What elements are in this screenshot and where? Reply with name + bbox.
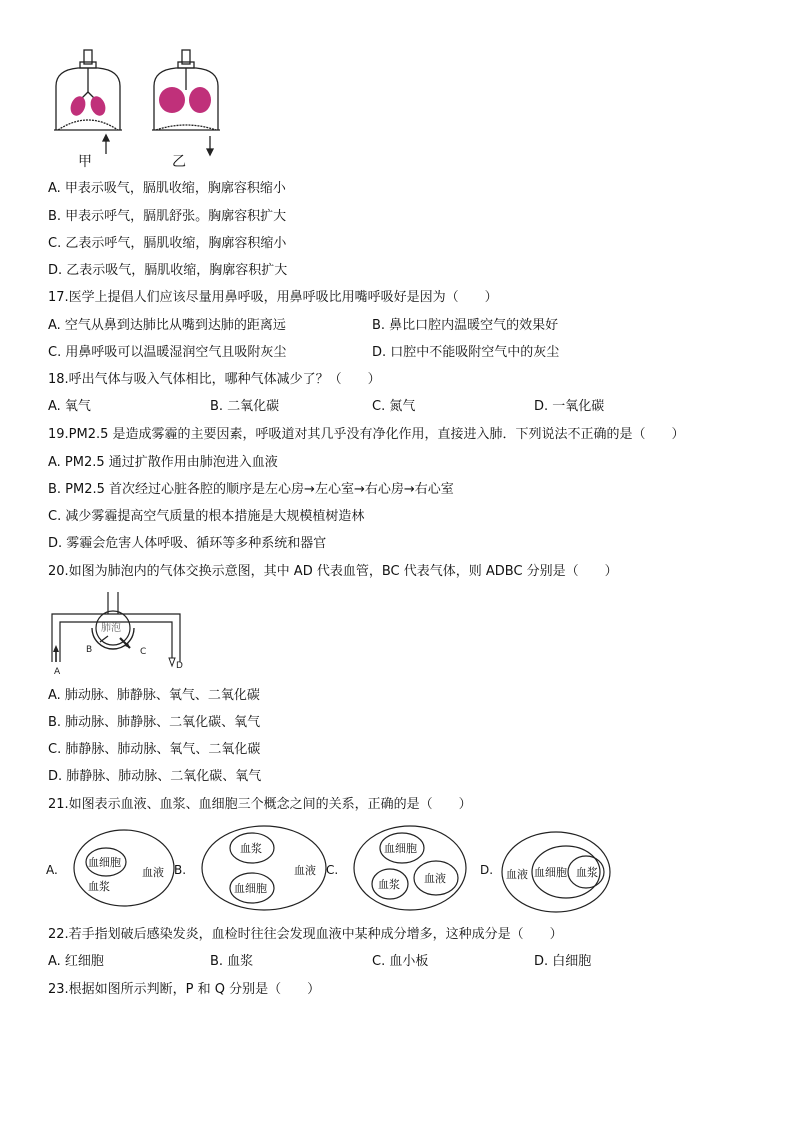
arrow-d-icon — [169, 650, 175, 666]
q22-option-d[interactable]: D. 白细胞 — [534, 954, 592, 969]
label-yi: 乙 — [172, 154, 186, 170]
q20-stem: 20.如图为肺泡内的气体交换示意图，其中 AD 代表血管，BC 代表气体，则 ADBC 分别是（ ） — [48, 564, 618, 579]
q20-option-a[interactable]: A. 肺动脉、肺静脉、氧气、二氧化碳 — [48, 688, 260, 703]
q19-option-a[interactable]: A. PM2.5 通过扩散作用由肺泡进入血液 — [48, 455, 278, 470]
q22-stem: 22.若手指划破后感染发炎，血检时往往会发现血液中某种成分增多，这种成分是（ ） — [48, 927, 563, 942]
q22-option-c[interactable]: C. 血小板 — [372, 954, 429, 969]
alveolus-figure — [48, 590, 198, 680]
arrow-up-icon — [103, 135, 109, 154]
q20-option-d[interactable]: D. 肺静脉、肺动脉、二氧化碳、氧气 — [48, 769, 262, 784]
q22-option-b[interactable]: B. 血浆 — [210, 954, 254, 969]
venn-b-letter[interactable]: B. — [174, 863, 187, 877]
q18-option-c[interactable]: C. 氮气 — [372, 399, 416, 414]
q20-option-c[interactable]: C. 肺静脉、肺动脉、氧气、二氧化碳 — [48, 742, 261, 757]
q17-stem: 17.医学上提倡人们应该尽量用鼻呼吸，用鼻呼吸比用嘴呼吸好是因为（ ） — [48, 290, 498, 305]
q18-option-a[interactable]: A. 氧气 — [48, 399, 91, 414]
lung-right-yi — [189, 87, 211, 113]
venn-c-plasma: 血浆 — [378, 878, 400, 891]
venn-d-cells: 血细胞 — [534, 866, 567, 879]
label-A: A — [54, 667, 61, 677]
lung-left-jia — [68, 94, 88, 118]
label-D: D — [176, 661, 183, 671]
venn-a-plasma: 血浆 — [88, 880, 110, 893]
venn-d-plasma: 血浆 — [576, 866, 598, 879]
venn-b-plasma: 血浆 — [240, 842, 262, 855]
q17-option-c[interactable]: C. 用鼻呼吸可以温暖湿润空气且吸附灰尘 — [48, 345, 287, 360]
q16-option-c[interactable]: C. 乙表示呼气，膈肌收缩，胸廓容积缩小 — [48, 236, 287, 251]
q18-stem: 18.呼出气体与吸入气体相比，哪种气体减少了？（ ） — [48, 372, 381, 387]
q16-option-d[interactable]: D. 乙表示吸气，膈肌收缩，胸廓容积扩大 — [48, 263, 288, 278]
bell-jar-figure — [48, 44, 228, 174]
label-C: C — [140, 647, 147, 657]
venn-b-blood: 血液 — [294, 864, 316, 877]
lung-left-yi — [159, 87, 185, 113]
venn-c-blood: 血液 — [424, 872, 446, 885]
q19-option-c[interactable]: C. 减少雾霾提高空气质量的根本措施是大规模植树造林 — [48, 509, 365, 524]
q16-option-a[interactable]: A. 甲表示吸气，膈肌收缩，胸廓容积缩小 — [48, 181, 286, 196]
venn-a-blood: 血液 — [142, 866, 164, 879]
bell-jar-yi — [152, 50, 220, 130]
q17-option-b[interactable]: B. 鼻比口腔内温暖空气的效果好 — [372, 318, 559, 333]
bell-jar-jia — [54, 50, 122, 130]
q19-option-d[interactable]: D. 雾霾会危害人体呼吸、循环等多种系统和器官 — [48, 536, 327, 551]
q22-option-a[interactable]: A. 红细胞 — [48, 954, 104, 969]
q18-option-d[interactable]: D. 一氧化碳 — [534, 399, 605, 414]
arrow-a-icon — [53, 645, 59, 662]
q20-option-b[interactable]: B. 肺动脉、肺静脉、二氧化碳、氧气 — [48, 715, 261, 730]
label-jia: 甲 — [78, 154, 92, 170]
q21-stem: 21.如图表示血液、血浆、血细胞三个概念之间的关系，正确的是（ ） — [48, 797, 472, 812]
lung-right-jia — [88, 94, 108, 118]
label-B: B — [86, 645, 93, 655]
q19-stem: 19.PM2.5 是造成雾霾的主要因素，呼吸道对其几乎没有净化作用，直接进入肺．下列说法不正确的是（ ） — [48, 427, 685, 442]
alveolus-label: 肺泡 — [101, 623, 121, 634]
venn-d-letter[interactable]: D. — [480, 863, 494, 877]
arrow-down-icon — [207, 136, 213, 155]
venn-b-cells: 血细胞 — [234, 882, 267, 895]
q18-option-b[interactable]: B. 二氧化碳 — [210, 399, 280, 414]
q17-option-d[interactable]: D. 口腔中不能吸附空气中的灰尘 — [372, 345, 560, 360]
q16-option-b[interactable]: B. 甲表示呼气，膈肌舒张。胸廓容积扩大 — [48, 209, 287, 224]
venn-c-letter[interactable]: C. — [326, 863, 339, 877]
venn-a-letter[interactable]: A. — [46, 863, 58, 877]
q19-option-b[interactable]: B. PM2.5 首次经过心脏各腔的顺序是左心房→左心室→右心房→右心室 — [48, 482, 454, 497]
venn-a-cells: 血细胞 — [88, 856, 121, 869]
venn-d-blood: 血液 — [506, 868, 528, 881]
q17-option-a[interactable]: A. 空气从鼻到达肺比从嘴到达肺的距离远 — [48, 318, 286, 333]
venn-c-cells: 血细胞 — [384, 842, 417, 855]
q23-stem: 23.根据如图所示判断，P 和 Q 分别是（ ） — [48, 982, 321, 997]
venn-diagrams — [44, 820, 624, 920]
